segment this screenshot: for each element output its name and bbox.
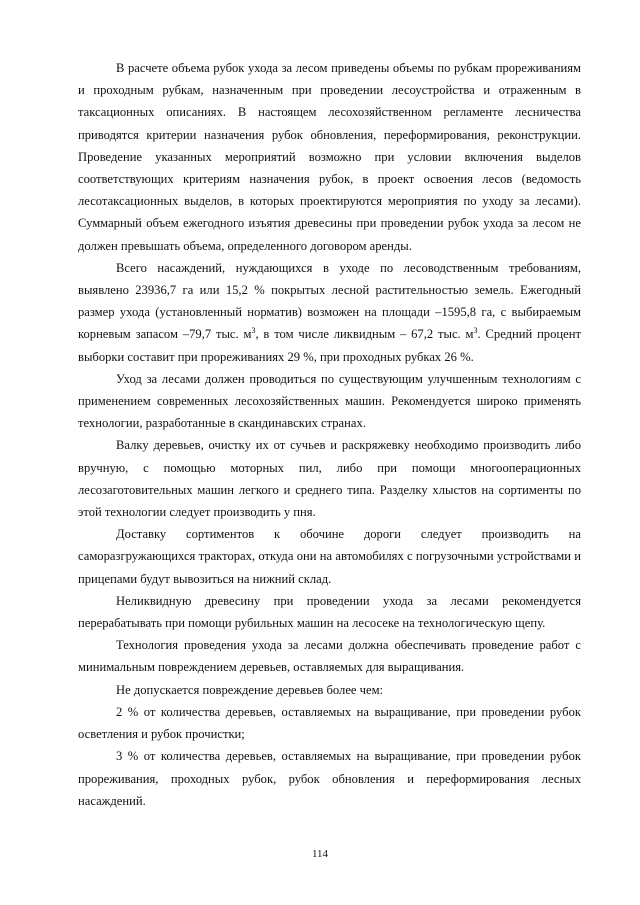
p2-sup-1: 3 bbox=[251, 326, 256, 336]
paragraph-damage-limits: Не допускается повреждение деревьев более чем: bbox=[116, 682, 384, 697]
paragraph-limit-3-percent: 3 % от количества деревьев, оставляемых на выращивание, при проведении рубок прореживания, проходных рубок, рубок обновления и переформирования лесных насаждений. bbox=[78, 749, 581, 808]
paragraph-felling: Валку деревьев, очистку их от сучьев и раскряжевку необходимо производить либо вручную, с помощью моторных пил, либо при помощи многооперационных лесозаготовительных машин легкого и среднего типа. Разделку хлыстов на сортименты по этой технологии следует производить у пня. bbox=[78, 438, 581, 520]
paragraph-technologies: Уход за лесами должен проводиться по существующим улучшенным технологиям с применением современных лесохозяйственных машин. Рекомендуется широко применять технологии, разработанные в скандинавских странах. bbox=[78, 371, 581, 431]
paragraph-chipping: Неликвидную древесину при проведении ухода за лесами рекомендуется перерабатывать при помощи рубильных машин на лесосеке на технологическую щепу. bbox=[78, 593, 581, 631]
paragraph-stands-needing-care bbox=[78, 257, 581, 368]
body-text bbox=[78, 57, 581, 812]
paragraph-limit-2-percent: 2 % от количества деревьев, оставляемых на выращивание, при проведении рубок осветления и рубок прочистки; bbox=[78, 704, 581, 742]
p2-text-3: . Средний процент выборки составит при прореживаниях 29 %, при проходных рубках 26 %. bbox=[78, 327, 581, 364]
paragraph-delivery: Доставку сортиментов к обочине дороги следует производить на саморазгружающихся тракторах, откуда они на автомобилях с погрузочными устройствами и прицепами будут вывозиться на нижний склад. bbox=[78, 527, 581, 586]
page-number: 114 bbox=[311, 848, 329, 860]
p2-text-1: Всего насаждений, нуждающихся в уходе по лесоводственным требованиям, выявлено 23936,7 га или 15,2 % покрытых лесной растительностью земель. Ежегодный размер ухода (установленный норматив) возможен на площади –1595,8 га, с выбираемым корневым запасом –79,7 тыс. м bbox=[78, 260, 581, 342]
paragraph-thinning-volume: В расчете объема рубок ухода за лесом приведены объемы по рубкам прореживаниям и проходным рубкам, назначенным при проведении лесоустройства и отраженным в таксационных описаниях. В настоящем лесохозяйственном регламенте лесничества приводятся критерии назначения рубок обновления, переформирования, реконструкции. Проведение указанных мероприятий возможно при условии включения выделов соответствующих критериям назначения рубок, в проект освоения лесов (ведомость лесотаксационных выделов, в которых проектируются мероприятия по уходу за лесами). Суммарный объем ежегодного изъятия древесины при проведении рубок ухода за лесом не должен превышать объема, определенного договором аренды. bbox=[78, 61, 581, 253]
p2-text-2: , в том числе ликвидным – 67,2 тыс. м bbox=[255, 327, 474, 342]
paragraph-minimal-damage: Технология проведения ухода за лесами должна обеспечивать проведение работ с минимальным повреждением деревьев, оставляемых для выращивания. bbox=[78, 638, 581, 675]
p2-sup-2: 3 bbox=[473, 326, 478, 336]
